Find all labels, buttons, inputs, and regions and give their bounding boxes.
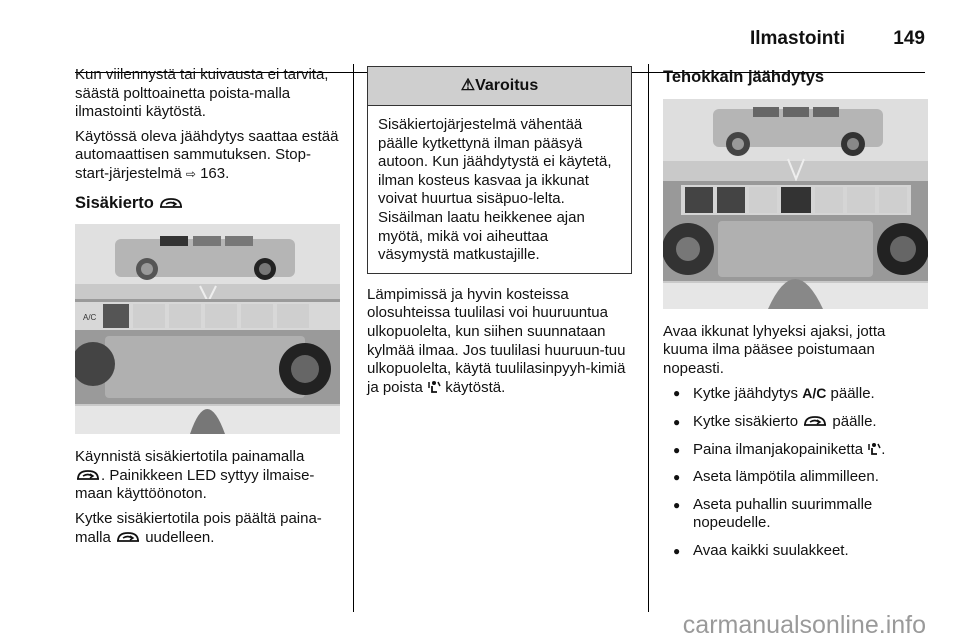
right-column <box>663 66 928 570</box>
warning-title: Varoitus <box>475 77 539 94</box>
middle-column <box>367 66 632 403</box>
recirculation-icon <box>75 468 101 482</box>
column-divider <box>648 64 649 612</box>
page-ref-icon: ⇨ <box>185 166 196 181</box>
paragraph: Käytössä oleva jäähdytys saattaa estää automaattisen sammutuksen. Stop-start-järjestelmä ⇨ 163. <box>75 127 339 182</box>
steps-list <box>663 384 928 560</box>
paragraph: Käynnistä sisäkiertotila painamalla . Painikkeen LED syttyy ilmaise-maan käyttöönoton. <box>75 448 315 503</box>
warning-icon: ⚠ <box>460 77 476 94</box>
climate-panel-photo <box>75 224 340 434</box>
watermark: carmanualsonline.info <box>682 611 926 639</box>
recirculation-icon <box>115 530 141 544</box>
page-header <box>75 24 925 50</box>
paragraph: Kun viilennystä tai kuivausta ei tarvita, säästä polttoainetta poista-malla ilmastointi käytöstä. <box>75 66 329 121</box>
section-heading: Tehokkain jäähdytys <box>663 68 825 86</box>
climate-panel-photo <box>663 99 928 309</box>
list-item: ● Avaa kaikki suulakkeet. <box>663 542 928 561</box>
air-distribution-icon <box>427 380 441 394</box>
list-item: ● Kytke jäähdytys A/C päälle. <box>663 384 928 404</box>
list-item: ● Kytke sisäkierto päälle. <box>663 413 928 432</box>
warning-header <box>368 67 631 106</box>
column-divider <box>353 64 354 612</box>
section-heading: Sisäkierto <box>75 194 340 213</box>
ac-label: A/C <box>83 313 97 323</box>
page-number: 149 <box>893 28 925 49</box>
paragraph: Kytke sisäkiertotila pois päältä paina-malla uudelleen. <box>75 509 322 546</box>
recirculation-icon <box>802 414 828 428</box>
air-distribution-icon <box>867 442 881 456</box>
list-item: ● Aseta lämpötila alimmilleen. <box>663 468 928 487</box>
paragraph: Lämpimissä ja hyvin kosteissa olosuhteissa tuulilasi voi huuruuntua ulkopuolelta, kun siihen suunnataan kylmää ilmaa. Jos tuulilasi huuruun-tuu ulkopuolelta, käytä tuulilasinpyyh-kimiä ja poista käytöstä. <box>367 285 626 396</box>
warning-text: Sisäkiertojärjestelmä vähentää päälle kytkettynä ilman pääsyä autoon. Kun jäähdytystä ei käytetä, ilman kosteus kasvaa ja ikkunat voivat huurtua sisäpuo-lelta. Sisäilman laatu heikkenee ajan myötä, mikä voi aiheuttaa väsymystä matkustajille. <box>378 116 612 264</box>
warning-box <box>367 66 632 274</box>
list-item: ● Aseta puhallin suurimmalle nopeudelle. <box>663 496 928 533</box>
list-item: ● Paina ilmanjakopainiketta . <box>663 441 928 460</box>
left-column <box>75 66 340 553</box>
page-title: Ilmastointi <box>749 28 845 49</box>
paragraph: Avaa ikkunat lyhyeksi ajaksi, jotta kuuma ilma pääsee poistumaan nopeasti. <box>663 322 886 377</box>
recirculation-icon <box>158 196 184 210</box>
